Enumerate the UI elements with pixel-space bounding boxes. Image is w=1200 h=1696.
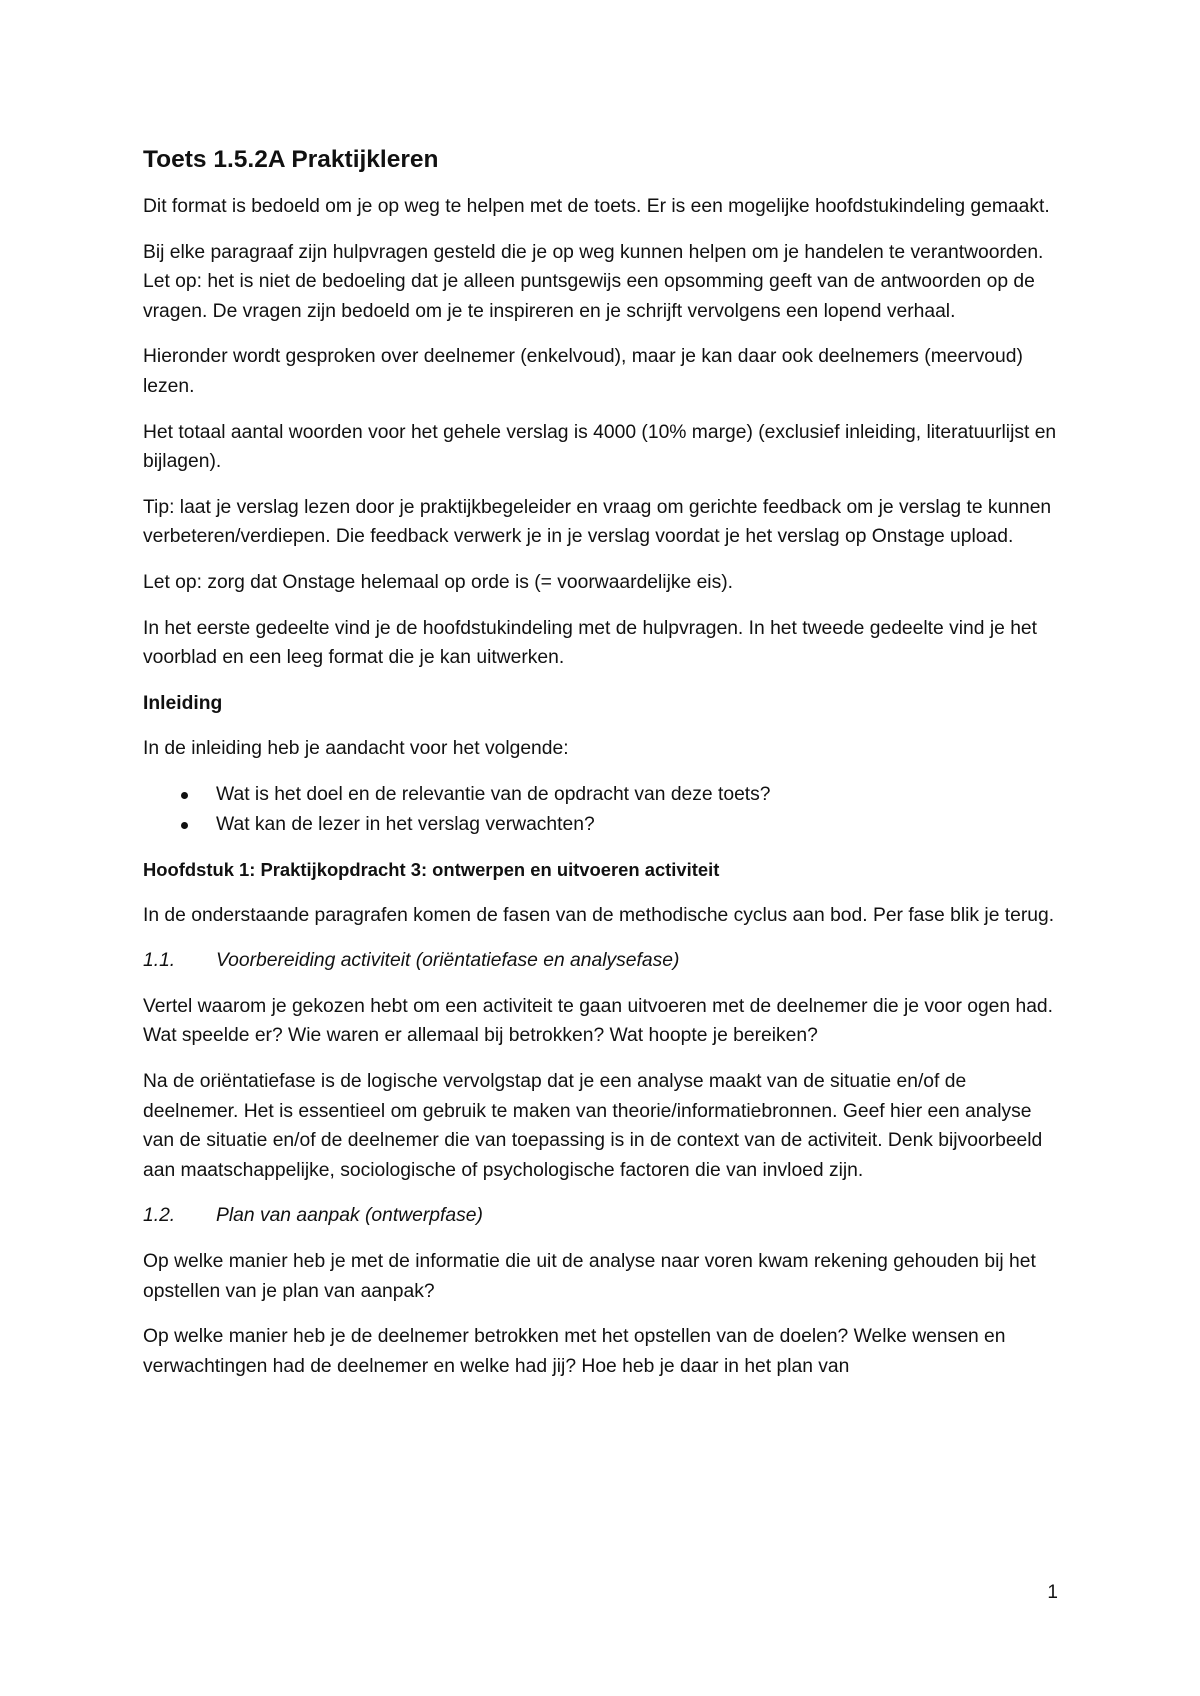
section-1-2-paragraph-1: Op welke manier heb je met de informatie die uit de analyse naar voren kwam rekening gehouden bij het opstellen van je plan van aanpak? bbox=[143, 1251, 1036, 1302]
list-item-text: Wat kan de lezer in het verslag verwachten? bbox=[216, 813, 595, 835]
section-number: 1.2. bbox=[143, 1205, 176, 1227]
section-title: Voorbereiding activiteit (oriëntatiefase en analysefase) bbox=[216, 950, 680, 972]
document-title: Toets 1.5.2A Praktijkleren bbox=[143, 146, 439, 173]
intro-paragraph-6: Let op: zorg dat Onstage helemaal op orde is (= voorwaardelijke eis). bbox=[143, 571, 734, 593]
intro-paragraph-7: In het eerste gedeelte vind je de hoofdstukindeling met de hulpvragen. In het tweede gedeelte vind je het voorblad en een leeg format die je kan uitwerken. bbox=[143, 617, 1037, 669]
chapter-1-heading: Hoofdstuk 1: Praktijkopdracht 3: ontwerpen en uitvoeren activiteit bbox=[143, 859, 720, 881]
intro-paragraph-5: Tip: laat je verslag lezen door je praktijkbegeleider en vraag om gerichte feedback om je verslag te kunnen verbeteren/verdiepen. Die feedback verwerk je in je verslag voordat je het verslag op Onstage upload. bbox=[143, 496, 1052, 548]
section-title: Plan van aanpak (ontwerpfase) bbox=[216, 1205, 483, 1227]
section-1-1-heading bbox=[143, 946, 1063, 976]
page-number: 1 bbox=[1047, 1582, 1058, 1603]
intro-paragraph-2: Bij elke paragraaf zijn hulpvragen gesteld die je op weg kunnen helpen om je handelen te verantwoorden. Let op: het is niet de bedoeling dat je alleen puntsgewijs een opsomming geeft van de antwoorden op de vragen. De vragen zijn bedoeld om je te inspireren en je schrijft vervolgens een lopend verhaal. bbox=[143, 241, 1044, 322]
bullet-icon bbox=[181, 822, 188, 829]
section-1-1-paragraph-1: Vertel waarom je gekozen hebt om een activiteit te gaan uitvoeren met de deelnemer die je voor ogen had. Wat speelde er? Wie waren er allemaal bij betrokken? Wat hoopte je bereiken? bbox=[143, 995, 1053, 1047]
inleiding-text: In de inleiding heb je aandacht voor het volgende: bbox=[143, 738, 569, 760]
chapter-1-text: In de onderstaande paragrafen komen de fasen van de methodische cyclus aan bod. Per fase blik je terug. bbox=[143, 904, 1055, 926]
intro-paragraph-3: Hieronder wordt gesproken over deelnemer (enkelvoud), maar je kan daar ook deelnemers (meervoud) lezen. bbox=[143, 346, 1023, 397]
page-content bbox=[143, 143, 1063, 1397]
section-1-2-heading bbox=[143, 1201, 1063, 1231]
bullet-icon bbox=[181, 792, 188, 799]
list-item bbox=[143, 780, 1063, 810]
section-1-2-paragraph-2: Op welke manier heb je de deelnemer betrokken met het opstellen van de doelen? Welke wensen en verwachtingen had de deelnemer en welke had jij? Hoe heb je daar in het plan van bbox=[143, 1326, 1006, 1377]
section-1-1-paragraph-2: Na de oriëntatiefase is de logische vervolgstap dat je een analyse maakt van de situatie en/of de deelnemer. Het is essentieel om gebruik te maken van theorie/informatiebronnen. Geef hier een analyse van de situatie en/of de deelnemer die van toepassing is in de context van de activiteit. Denk bijvoorbeeld aan maatschappelijke, sociologische of psychologische factoren die van invloed zijn. bbox=[143, 1071, 1043, 1181]
intro-paragraph-4: Het totaal aantal woorden voor het gehele verslag is 4000 (10% marge) (exclusief inleiding, literatuurlijst en bijlagen). bbox=[143, 421, 1057, 473]
list-item-text: Wat is het doel en de relevantie van de opdracht van deze toets? bbox=[216, 783, 771, 805]
inleiding-heading: Inleiding bbox=[143, 692, 223, 714]
intro-paragraph-1: Dit format is bedoeld om je op weg te helpen met de toets. Er is een mogelijke hoofdstukindeling gemaakt. bbox=[143, 196, 1050, 217]
section-number: 1.1. bbox=[143, 950, 176, 972]
list-item bbox=[143, 810, 1063, 840]
inleiding-bullet-list bbox=[143, 780, 1063, 839]
